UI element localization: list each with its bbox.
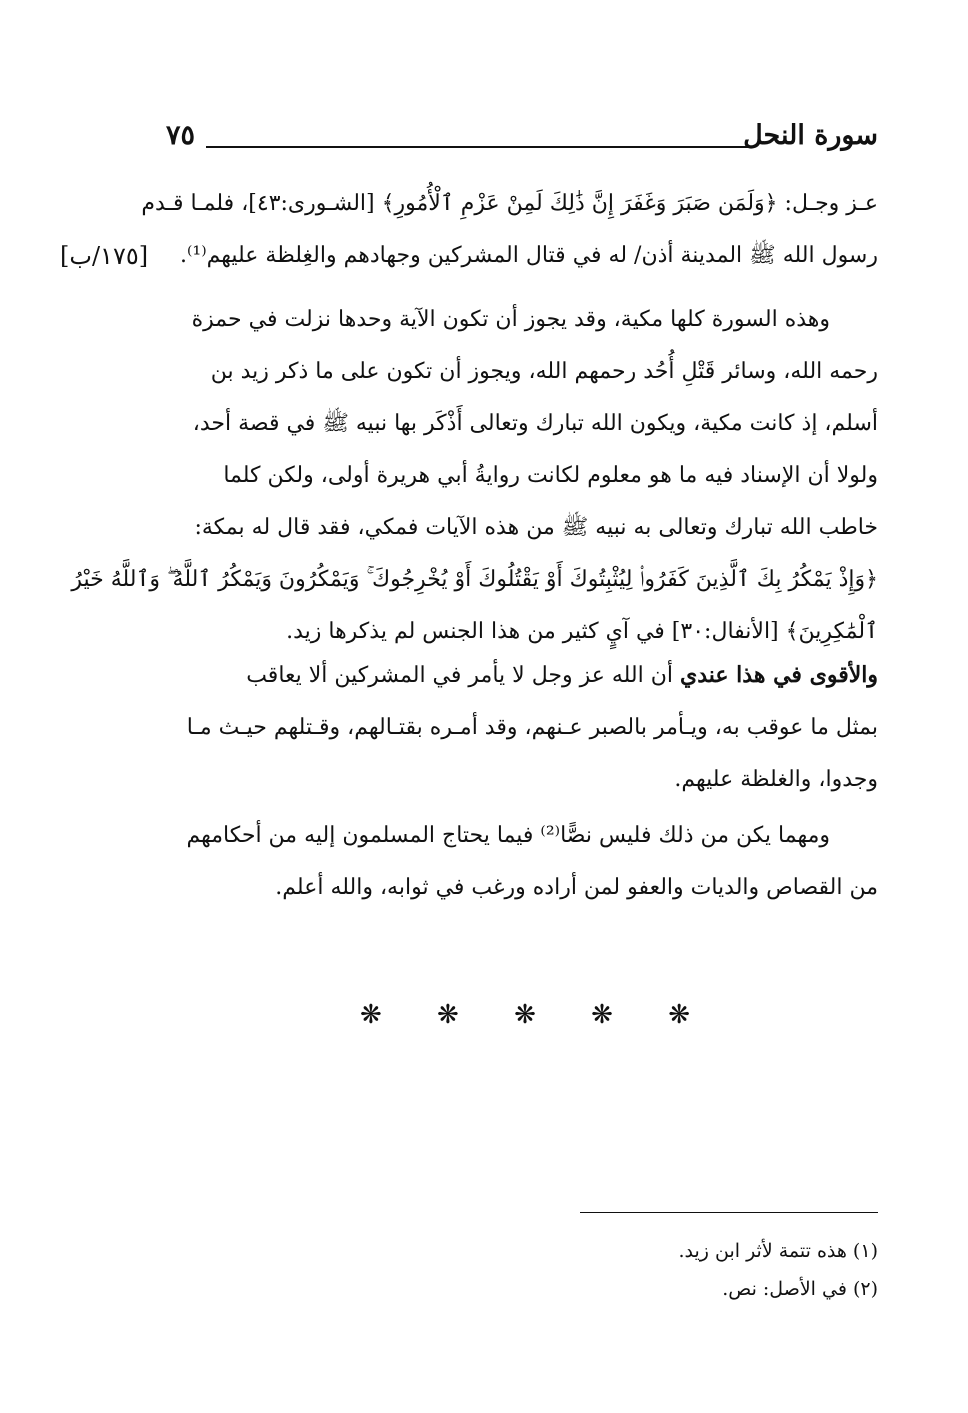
paragraph-3 xyxy=(166,660,878,816)
star-ornament: ❋ xyxy=(591,1000,613,1030)
text-line: رحمه الله، وسائر قَتْلِ أُحُد رحمهم الله، ويجوز أن تكون على ما ذكر زيد بن xyxy=(210,359,878,384)
text-line: رسول الله ﷺ المدينة أذن/ له في قتال المشركين وجهادهم والغِلظة عليهم⁽¹⁾. xyxy=(179,243,878,268)
text-line: ولولا أن الإسناد فيه ما هو معلوم لكانت روايةُ أبي هريرة أولى، ولكن كلما xyxy=(223,463,878,488)
text-line: وهذه السورة كلها مكية، وقد يجوز أن تكون الآية وحدها نزلت في حمزة xyxy=(191,307,830,332)
text-line: من القصاص والديات والعفو لمن أراده ورغب في ثوابه، والله أعلم. xyxy=(275,875,878,900)
text-run: أن الله عز وجل لا يأمر في المشركين ألا يعاقب xyxy=(246,663,680,688)
bold-lead: والأقوى في هذا عندي xyxy=(679,662,878,688)
surah-title: سورة النحل xyxy=(743,120,878,151)
paragraph-2 xyxy=(71,304,878,668)
margin-folio-note: [١٧٥/ب] xyxy=(60,242,149,270)
section-separator xyxy=(360,1000,690,1030)
text-line: وجدوا، والغلظة عليهم. xyxy=(674,767,878,792)
footnotes xyxy=(500,1232,878,1308)
star-ornament: ❋ xyxy=(360,1000,382,1030)
text-line: ﴿وَإِذْ يَمْكُرُ بِكَ ٱلَّذِينَ كَفَرُوا۟ لِيُثْبِتُوكَ أَوْ يَقْتُلُوكَ أَوْ يُخْرِجُوكَ ۚ وَيَمْكُرُونَ وَيَمْكُرُ ٱللَّهُ ۖ وَٱللَّهُ خَيْرُ xyxy=(71,567,878,592)
text-line: بمثل ما عوقب به، ويـأمر بالصبر عـنهم، وقد أمـره بقتـالهم، وقـتلهم حيـث مـا xyxy=(186,715,878,740)
paragraph-1 xyxy=(141,188,878,292)
text-line: عـز وجـل: ﴿وَلَمَن صَبَرَ وَغَفَرَ إِنَّ ذَٰلِكَ لَمِنْ عَزْمِ ٱلْأُمُورِ﴾ [الشـورى:٤٣]، فلمـا قـدم xyxy=(141,191,878,216)
star-ornament: ❋ xyxy=(437,1000,459,1030)
footnote-1: (١) هذه تتمة لأثر ابن زيد. xyxy=(678,1240,878,1262)
page-number: ٧٥ xyxy=(166,120,196,151)
header-rule xyxy=(206,146,753,148)
text-line: ومهما يكن من ذلك فليس نصًّا⁽²⁾ فيما يحتاج المسلمون إليه من أحكامهم xyxy=(186,823,830,848)
star-ornament: ❋ xyxy=(668,1000,690,1030)
text-line: أسلم، إذ كانت مكية، ويكون الله تبارك وتعالى أَذْكَر بها نبيه ﷺ في قصة أحد، xyxy=(192,411,878,436)
text-line: ٱلْمَٰكِرِينَ﴾ [الأنفال:٣٠] في آيٍ كثير من هذا الجنس لم يذكرها زيد. xyxy=(286,619,878,644)
paragraph-4 xyxy=(166,820,878,924)
text-line: خاطب الله تبارك وتعالى به نبيه ﷺ من هذه الآيات فمكي، فقد قال له بمكة: xyxy=(194,515,878,540)
footnote-2: (٢) في الأصل: نص. xyxy=(722,1278,878,1300)
page-header xyxy=(166,120,878,160)
star-ornament: ❋ xyxy=(514,1000,536,1030)
footnote-rule xyxy=(580,1212,878,1213)
